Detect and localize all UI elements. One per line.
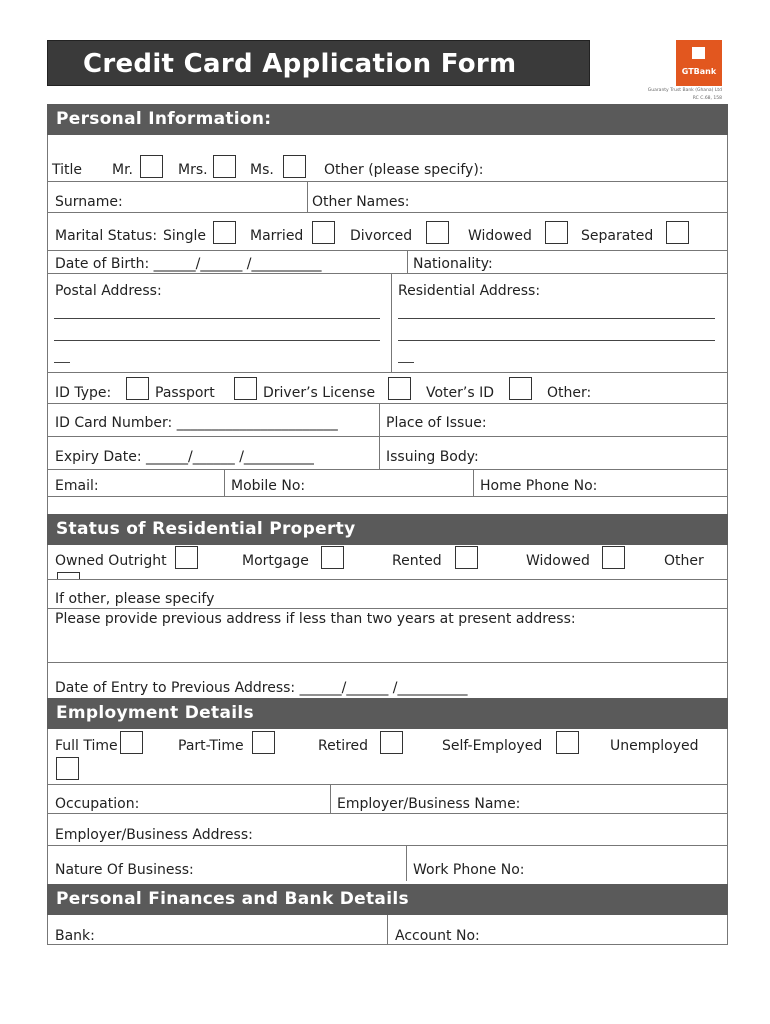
divider: [47, 372, 728, 373]
section-personal-information: [47, 104, 728, 135]
place-of-issue-field[interactable]: Place of Issue:: [386, 415, 487, 431]
postal-address-line-1[interactable]: [54, 318, 380, 319]
mrs-checkbox[interactable]: [213, 155, 236, 178]
residential-address-line-2[interactable]: [398, 340, 715, 341]
residential-address-line-3[interactable]: [398, 362, 414, 363]
postal-address-label: Postal Address:: [55, 283, 162, 299]
divider: [47, 273, 728, 274]
section-title: Personal Finances and Bank Details: [56, 889, 409, 909]
gtbank-logo: [676, 40, 722, 86]
logo-text: GTBank: [681, 67, 717, 76]
married-checkbox[interactable]: [312, 221, 335, 244]
logo-square-icon: [692, 47, 705, 59]
separated-label: Separated: [581, 228, 654, 244]
email-field[interactable]: Email:: [55, 478, 99, 494]
widowed-property-label: Widowed: [526, 553, 590, 569]
employer-address-field[interactable]: Employer/Business Address:: [55, 827, 253, 843]
divider: [47, 181, 728, 182]
surname-field[interactable]: Surname:: [55, 194, 123, 210]
divider: [330, 784, 331, 813]
section-employment-details: [47, 698, 728, 729]
other-title-label[interactable]: Other (please specify):: [324, 162, 484, 178]
section-title: Status of Residential Property: [56, 519, 356, 539]
marital-status-label: Marital Status:: [55, 228, 158, 244]
form-title-bar: [47, 40, 590, 86]
section-title: Employment Details: [56, 703, 254, 723]
separated-checkbox[interactable]: [666, 221, 689, 244]
mr-label: Mr.: [112, 162, 133, 178]
divider: [47, 469, 728, 470]
divider: [47, 784, 728, 785]
nationality-field[interactable]: Nationality:: [413, 256, 493, 272]
married-label: Married: [250, 228, 304, 244]
company-name: Guaranty Trust Bank (Ghana) Ltd: [647, 88, 722, 93]
divider: [387, 915, 388, 944]
owned-outright-checkbox[interactable]: [175, 546, 198, 569]
part-time-label: Part-Time: [178, 738, 244, 754]
divider: [47, 845, 728, 846]
issuing-body-field[interactable]: Issuing Body:: [386, 449, 479, 465]
unemployed-label: Unemployed: [610, 738, 699, 754]
if-other-specify-field[interactable]: If other, please specify: [55, 591, 215, 607]
rented-label: Rented: [392, 553, 442, 569]
date-of-birth-field[interactable]: Date of Birth: ______/______ /__________: [55, 256, 322, 272]
divorced-label: Divorced: [350, 228, 413, 244]
retired-label: Retired: [318, 738, 369, 754]
voters-id-label: Voter’s ID: [426, 385, 495, 401]
company-reg: RC C.68, 158: [692, 96, 722, 101]
postal-address-line-2[interactable]: [54, 340, 380, 341]
full-time-checkbox[interactable]: [120, 731, 143, 754]
residential-address-line-1[interactable]: [398, 318, 715, 319]
divider: [47, 813, 728, 814]
passport-label: Passport: [155, 385, 215, 401]
account-no-field[interactable]: Account No:: [395, 928, 480, 944]
divider: [47, 436, 728, 437]
date-of-entry-field[interactable]: Date of Entry to Previous Address: ______/______ /__________: [55, 680, 468, 696]
divider: [407, 250, 408, 273]
divider: [224, 469, 225, 496]
divider: [307, 181, 308, 212]
divider: [47, 608, 728, 609]
divider: [47, 662, 728, 663]
form-bottom-border: [47, 944, 728, 945]
section-personal-finances: [47, 884, 728, 915]
single-label: Single: [163, 228, 207, 244]
divider: [47, 212, 728, 213]
expiry-date-field[interactable]: Expiry Date: ______/______ /__________: [55, 449, 314, 465]
mr-checkbox[interactable]: [140, 155, 163, 178]
postal-address-line-3[interactable]: [54, 362, 70, 363]
id-type-label: ID Type:: [55, 385, 112, 401]
other-id-checkbox[interactable]: [509, 377, 532, 400]
divider: [47, 403, 728, 404]
form-title: Credit Card Application Form: [83, 49, 517, 79]
divider: [391, 273, 392, 372]
ms-label: Ms.: [250, 162, 274, 178]
retired-checkbox[interactable]: [380, 731, 403, 754]
drivers-license-checkbox[interactable]: [234, 377, 257, 400]
ms-checkbox[interactable]: [283, 155, 306, 178]
mobile-no-field[interactable]: Mobile No:: [231, 478, 306, 494]
widowed-property-checkbox[interactable]: [602, 546, 625, 569]
home-phone-field[interactable]: Home Phone No:: [480, 478, 598, 494]
other-property-label: Other: [664, 553, 704, 569]
previous-address-field[interactable]: Please provide previous address if less than two years at present address:: [55, 611, 576, 627]
work-phone-field[interactable]: Work Phone No:: [413, 862, 525, 878]
section-title: Personal Information:: [56, 109, 272, 129]
unemployed-checkbox[interactable]: [56, 757, 79, 780]
nature-of-business-field[interactable]: Nature Of Business:: [55, 862, 194, 878]
divorced-checkbox[interactable]: [426, 221, 449, 244]
widowed-label: Widowed: [468, 228, 532, 244]
part-time-checkbox[interactable]: [252, 731, 275, 754]
divider: [47, 250, 728, 251]
id-card-number-field[interactable]: ID Card Number: _______________________: [55, 415, 338, 431]
mortgage-checkbox[interactable]: [321, 546, 344, 569]
residential-address-label: Residential Address:: [398, 283, 541, 299]
occupation-field[interactable]: Occupation:: [55, 796, 140, 812]
other-id-label: Other:: [547, 385, 592, 401]
bank-field[interactable]: Bank:: [55, 928, 95, 944]
self-employed-label: Self-Employed: [442, 738, 543, 754]
divider: [47, 579, 728, 580]
divider: [47, 496, 728, 497]
employer-name-field[interactable]: Employer/Business Name:: [337, 796, 521, 812]
owned-outright-label: Owned Outright: [55, 553, 167, 569]
other-names-field[interactable]: Other Names:: [312, 194, 410, 210]
single-checkbox[interactable]: [213, 221, 236, 244]
divider: [473, 469, 474, 496]
title-label: Title: [52, 162, 83, 178]
full-time-label: Full Time: [55, 738, 118, 754]
mortgage-label: Mortgage: [242, 553, 309, 569]
rented-checkbox[interactable]: [455, 546, 478, 569]
drivers-license-label: Driver’s License: [263, 385, 376, 401]
passport-checkbox[interactable]: [126, 377, 149, 400]
section-residential-property: [47, 514, 728, 545]
divider: [406, 845, 407, 881]
voters-id-checkbox[interactable]: [388, 377, 411, 400]
widowed-checkbox[interactable]: [545, 221, 568, 244]
mrs-label: Mrs.: [178, 162, 208, 178]
self-employed-checkbox[interactable]: [556, 731, 579, 754]
